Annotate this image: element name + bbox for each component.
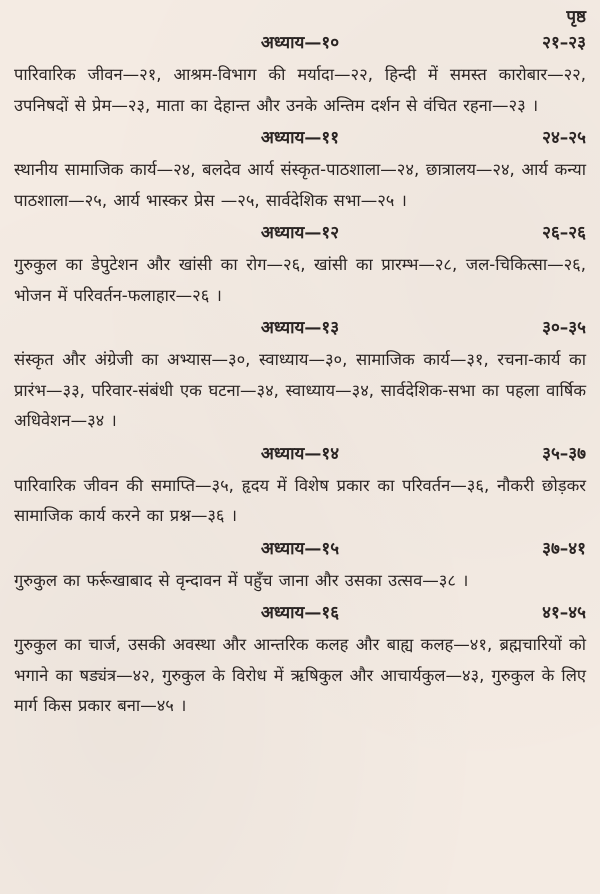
chapter-page-range: ३५–३७ bbox=[542, 443, 586, 464]
chapter-title: अध्याय—१५ bbox=[260, 538, 340, 559]
chapter-entry bbox=[14, 596, 586, 722]
chapter-entry bbox=[14, 532, 586, 597]
chapter-title: अध्याय—१३ bbox=[260, 318, 340, 338]
chapter-page-range: २४–२५ bbox=[542, 128, 586, 148]
chapter-page-range: ३०–३५ bbox=[542, 318, 586, 338]
chapter-topics: गुरुकुल का फर्रूखाबाद से वृन्दावन में पहुँच जाना और उसका उत्सव—३८ । bbox=[14, 570, 469, 590]
chapter-heading bbox=[14, 437, 586, 471]
chapter-heading bbox=[14, 311, 586, 345]
chapter-title: अध्याय—१४ bbox=[260, 443, 340, 464]
chapter-heading bbox=[14, 121, 586, 155]
chapter-heading bbox=[14, 216, 586, 250]
chapter-heading bbox=[14, 532, 586, 566]
chapter-title: अध्याय—१६ bbox=[260, 603, 340, 623]
chapter-entry bbox=[14, 26, 586, 121]
chapter-topics: स्थानीय सामाजिक कार्य—२४, बलदेव आर्य संस्कृत-पाठशाला—२४, छात्रालय—२४, आर्य कन्या पाठशाला—२५, आर्य भास्कर प्रेस —२५, सार्वदेशिक सभा—२५ । bbox=[14, 160, 586, 210]
chapter-topics: संस्कृत और अंग्रेजी का अभ्यास—३०, स्वाध्याय—३०, सामाजिक कार्य—३१, रचना-कार्य का प्रारंभ—३३, परिवार-संबंधी एक घटना—३४, स्वाध्याय—३४, सार्वदेशिक-सभा का पहला वार्षिक अधिवेशन—३४ । bbox=[14, 350, 586, 430]
chapter-page-range: ४१–४५ bbox=[542, 603, 586, 623]
chapter-entry bbox=[14, 216, 586, 311]
chapter-page-range: ३७–४१ bbox=[542, 538, 586, 559]
chapter-heading bbox=[14, 596, 586, 630]
chapter-title: अध्याय—१० bbox=[260, 33, 340, 53]
chapter-title: अध्याय—११ bbox=[260, 128, 340, 148]
chapter-topics: पारिवारिक जीवन—२१, आश्रम-विभाग की मर्यादा—२२, हिन्दी में समस्त कारोबार—२२, उपनिषदों से प्रेम—२३, माता का देहान्त और उनके अन्तिम दर्शन से वंचित रहना—२३ । bbox=[14, 65, 586, 115]
chapter-entry bbox=[14, 311, 586, 437]
chapter-page-range: २१–२३ bbox=[542, 33, 586, 53]
chapter-entry bbox=[14, 437, 586, 532]
chapter-topics: गुरुकुल का चार्ज, उसकी अवस्था और आन्तरिक कलह और बाह्य कलह—४१, ब्रह्मचारियों को भगाने का षड्यंत्र—४२, गुरुकुल के विरोध में ऋषिकुल और आचार्यकुल—४३, गुरुकुल के लिए मार्ग किस प्रकार बना—४५ । bbox=[14, 635, 586, 715]
chapter-title: अध्याय—१२ bbox=[260, 223, 340, 243]
chapter-heading bbox=[14, 26, 586, 60]
page-column-label: पृष्ठ bbox=[566, 7, 586, 27]
chapter-topics: पारिवारिक जीवन की समाप्ति—३५, हृदय में विशेष प्रकार का परिवर्तन—३६, नौकरी छोड़कर सामाजिक कार्य करने का प्रश्न—३६ । bbox=[14, 475, 586, 525]
chapter-entry bbox=[14, 121, 586, 216]
chapter-topics: गुरुकुल का डेपुटेशन और खांसी का रोग—२६, खांसी का प्रारम्भ—२८, जल-चिकित्सा—२६, भोजन में परिवर्तन-फलाहार—२६ । bbox=[14, 255, 586, 305]
table-of-contents bbox=[14, 26, 586, 722]
chapter-page-range: २६–२६ bbox=[542, 223, 586, 243]
